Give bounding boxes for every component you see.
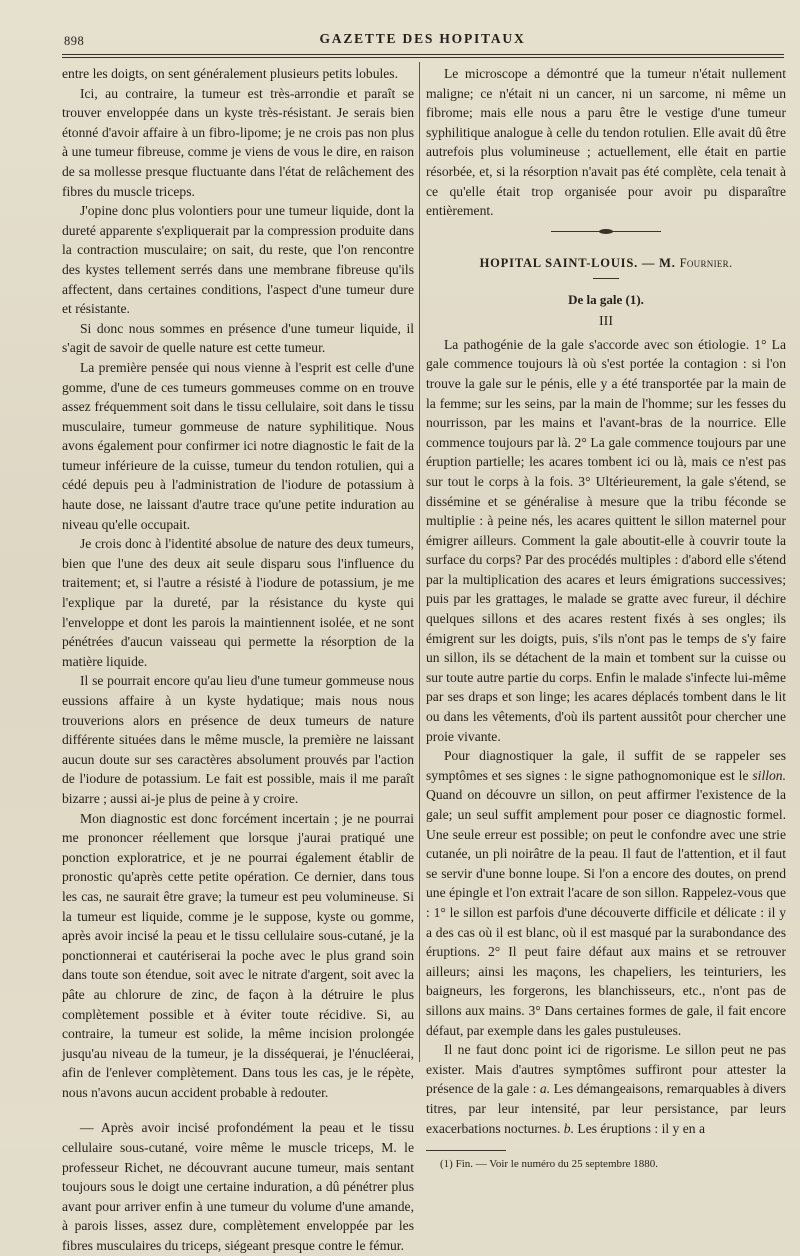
paragraph: Si donc nous sommes en présence d'une tumeur liquide, il s'agit de savoir de quelle nature est cette tumeur.	[62, 320, 414, 356]
heading-rule	[593, 278, 619, 279]
paragraph: entre les doigts, on sent généralement plusieurs petits lobules.	[62, 66, 398, 81]
column-divider	[419, 62, 420, 1062]
page-header	[60, 26, 785, 50]
paragraph: Je crois donc à l'identité absolue de nature des deux tumeurs, bien que l'une des deux ait seule disparu sous l'influence du traitement; et, si l'autre a résisté à l'iodure de potassium, je me l'explique par la dureté, par la résistance du kyste qui l'enveloppe et dont les parois la maintiennent isolée, et ne sont pénétrées d'aucun vaisseau qui permette la résorption de la matière liquide.	[62, 536, 414, 669]
paragraph-gap	[62, 1102, 414, 1118]
italic-term: sillon.	[752, 767, 786, 783]
text-run: Quand on découvre un sillon, on peut affirmer l'existence de la gale; un seul suffit amplement pour poser ce diagnostic formel. Une seule erreur est possible; on peut le confondre avec une strie cutanée, un pli noirâtre de la peau. Il faut de l'attention, et il faut se servir d'une bonne loupe. Si l'on a encore des doutes, on prend une épingle et l'on extrait l'acare de son sillon. Rappelez-vous que : 1° le sillon est parfois d'une découverte difficile et délicate : il y a des cas où il est blanc, où il est masqué par la surabondance des éruptions. 2° Il peut faire défaut aux mains et se retrouver ailleurs; ainsi les maçons, les chapeliers, les teinturiers, les baigneurs, les forgerons, les blanchisseurs, etc., n'ont pas de sillons aux mains. 3° Dans certaines formes de gale, il fait encore défaut, par exemple dans les gales pustuleuses.	[426, 787, 786, 1038]
text-run: Les démangeaisons, remarquables à divers titres, par leur intensité, par leur persistance, par leurs exacerbations nocturnes.	[426, 1081, 786, 1136]
hospital-author: Fournier.	[679, 255, 733, 270]
paragraph: La pathogénie de la gale s'accorde avec son étiologie. 1° La gale commence toujours là où s'est portée la contagion : si l'on trouve la gale sur le pénis, elle y a été transportée par la main de la femme; sur les seins, par la main de l'homme; sur les fesses du nourrisson, par les mains et l'avant-bras de la nourrice. Elle commence toujours par là. 2° La gale commence toujours par une éruption partielle; les acares tombent ici ou là, mais ce n'est pas sur tout le corps à la fois. 3° Ultérieurement, la gale s'étend, se dissémine et se généralise à mesure que la tribu féconde se multiplie : à peine nés, les acares quittent le sillon maternel pour émigrer ailleurs. Comment la gale aboutit-elle à couvrir toute la surface du corps? Par des procédés multiples : d'abord elle s'étend par la multiplication des acares et leurs émigrations successives; puis par les grattages, le malade se gratte avec fureur, il déchire quelques sillons et des acares restent fixés à ses ongles; ils émigrent sur les doigts, puis, s'ils n'ont pas le temps de s'y faire un sillon, ils se détachent de la main et tombent sur la cuisse ou sur toute autre partie du corps. Enfin le malade s'infecte lui-même par ses draps et son linge; les acares déplacés tombent dans le lit ou dans les vêtements, d'où ils partent aussitôt pour chercher une proie vivante.	[426, 336, 786, 744]
section-number: III	[599, 313, 613, 329]
footnote: (1) Fin. — Voir le numéro du 25 septembre 1880.	[440, 1158, 659, 1171]
paragraph: Ici, au contraire, la tumeur est très-arrondie et paraît se trouver enveloppée dans un kyste très-résistant. Je serais bien étonné d'avoir affaire à un fibro-lipome; je ne crois pas non plus à une tumeur fibreuse, comme je viens de vous le dire, en raison de sa mollesse presque fluctuante dans l'état de relâchement des fibres du muscle triceps.	[62, 85, 414, 199]
italic-marker: a.	[539, 1081, 551, 1097]
hospital-name: HOPITAL SAINT-LOUIS. — M.	[479, 255, 676, 270]
paragraph	[426, 746, 786, 1040]
hospital-heading	[426, 254, 786, 272]
text-run: Pour diagnostiquer la gale, il suffit de se rappeler ses symptômes et ses signes : le signe pathognomonique est le	[426, 748, 786, 783]
text-run: Il ne faut donc point ici de rigorisme. Le sillon peut ne pas exister. Mais d'autres symptômes suffiront pour attester la présence de la gale :	[426, 1042, 786, 1097]
closing-paragraph: — Après avoir incisé profondément la peau et le tissu cellulaire sous-cutané, voire même le muscle triceps, M. le professeur Richet, ne découvrant aucune tumeur, mais sentant toujours sous le doigt une certaine induration, a dû pénétrer plus avant pour arriver enfin à une tumeur du volume d'une amande, à parois lisses, assez dure, complètement enveloppée par les fibres musculaires du triceps, siégeant presque contre le fémur.	[62, 1120, 414, 1254]
left-column	[62, 64, 414, 1256]
section-ornament	[551, 231, 661, 232]
right-column	[426, 64, 786, 1171]
article-title: De la gale (1).	[568, 291, 644, 307]
paragraph: J'opine donc plus volontiers pour une tumeur liquide, dont la dureté apparente s'expliquerait par la compression produite dans la contraction musculaire; on sait, du reste, que l'on rencontre des kystes tellement serrés dans une membrane fibreuse qu'ils affectent, dans certaines conditions, l'aspect d'une tumeur dure et résistante.	[62, 203, 414, 317]
paragraph: Le microscope a démontré que la tumeur n'était nullement maligne; ce n'était ni un cancer, ni un sarcome, ni même un fibrome; mais elle nous a paru être le vestige d'une tumeur syphilitique analogue à celle du tendon rotulien. Elle avait dû être autrefois plus volumineuse ; actuellement, elle était en partie résorbée, et, si la résorption n'avait pas été complète, cela tenait à ce qu'elle était trop organisée pour avoir pu disparaître entièrement.	[426, 66, 786, 219]
italic-marker: b.	[563, 1120, 574, 1136]
footnote-rule	[426, 1150, 506, 1151]
paragraph	[426, 1040, 786, 1138]
journal-title: GAZETTE DES HOPITAUX	[319, 31, 526, 46]
paragraph: Mon diagnostic est donc forcément incertain ; je ne pourrai me prononcer réellement que lorsque j'aurai pratiqué une ponction exploratrice, et je ne pourrai également établir de pronostic qu'après cette petite opération. Ce dernier, dans tous les cas, ne saurait être grave; la tumeur est peu volumineuse. Si la tumeur est liquide, comme je le suppose, kyste ou gomme, après avoir incisé la peau et le tissu cellulaire sous-cutané, je la ponctionnerai et cautériserai la poche avec le plus grand soin dans toute son étendue, soit avec le nitrate d'argent, soit avec la pâte au chlorure de zinc, de façon à la détruire le plus complètement possible et à éviter toute récidive. Si, au contraire, la tumeur est solide, la même incision prolongée jusqu'au niveau de la tumeur, je la disséquerai, je l'énucléerai, afin de l'enlever complètement. Dans tous les cas, je le répète, nous n'avons aucun accident probable à redouter.	[62, 810, 414, 1100]
text-run: Les éruptions : il y en a	[577, 1120, 705, 1136]
page-number: 898	[64, 34, 85, 48]
paragraph: La première pensée qui nous vienne à l'esprit est celle d'une gomme, d'une de ces tumeurs gommeuses comme on en trouve assez fréquemment soit dans le tissu cellulaire, soit dans le tissu musculaire, tumeur gommeuse de nature syphilitique. Nous avons également pour confirmer ici notre diagnostic le fait de la tumeur inférieure de la cuisse, tumeur du tendon rotulien, qui a cédé depuis peu à l'administration de l'iodure de potassium à haute dose, ne laissant d'autre trace qu'une petite induration au niveau qu'elle occupait.	[62, 359, 414, 532]
header-rule	[62, 54, 784, 58]
paragraph: Il se pourrait encore qu'au lieu d'une tumeur gommeuse nous eussions affaire à un kyste hydatique; mais nous nous trouverions alors en présence de deux tumeurs de nature différente situées dans le même muscle, la première ne laissant aucun doute sur ses caractères absolument prouvés par l'action de l'iodure de potassium. Le fait est possible, mais il me paraît bizarre ; aussi ai-je plus de peine à y croire.	[62, 673, 414, 806]
